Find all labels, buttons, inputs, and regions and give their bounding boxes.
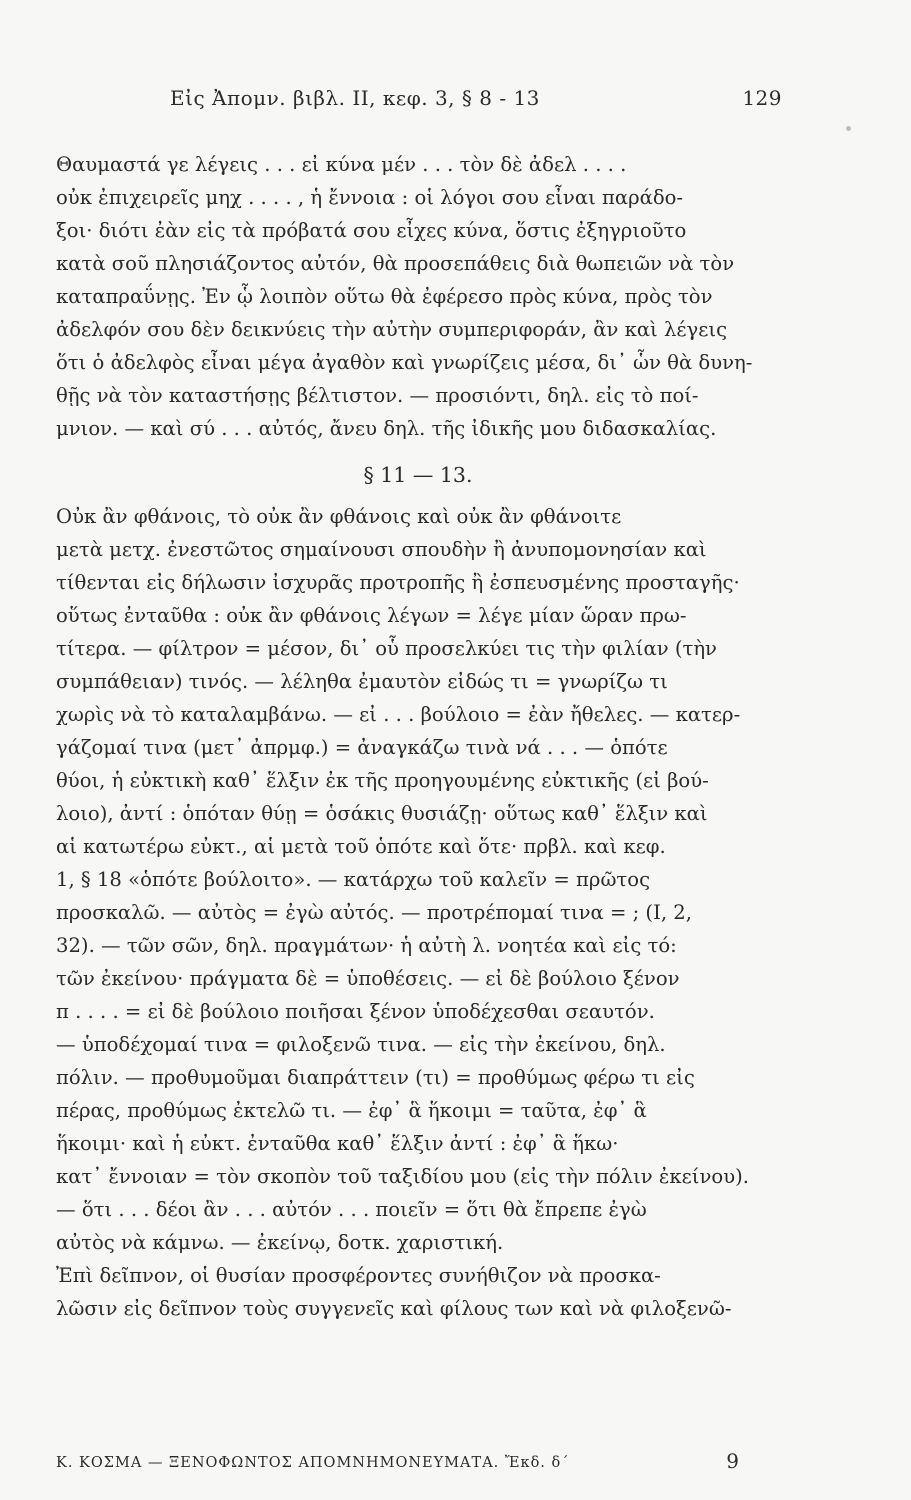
text-line: λῶσιν εἰς δεῖπνον τοὺς συγγενεῖς καὶ φίλους των καὶ νὰ φιλοξενῶ- (56, 1297, 732, 1320)
section-heading: § 11 — 13. (363, 463, 473, 487)
text-line: μνιον. — καὶ σύ . . . αὐτός, ἄνευ δηλ. τῆς ἰδικῆς μου διδασκαλίας. (56, 417, 717, 440)
text-line: προσκαλῶ. — αὐτὸς = ἐγὼ αὐτός. — προτρέπομαί τινα = ; (I, 2, (56, 901, 692, 924)
text-line: οὕτως ἐνταῦθα : οὐκ ἂν φθάνοις λέγων = λέγε μίαν ὥραν πρω- (56, 604, 687, 627)
text-line: Ἐπὶ δεῖπνον, οἱ θυσίαν προσφέροντες συνήθιζον νὰ προσκα- (56, 1264, 661, 1287)
text-line: 1, § 18 «ὁπότε βούλοιτο». — κατάρχω τοῦ καλεῖν = πρῶτος (56, 868, 651, 891)
text-line: Οὐκ ἂν φθάνοις, τὸ οὐκ ἂν φθάνοις καὶ οὐκ ἂν φθάνοιτε (56, 505, 622, 528)
text-line: — ὅτι . . . δέοι ἂν . . . αὐτόν . . . ποιεῖν = ὅτι θὰ ἔπρεπε ἐγὼ (56, 1198, 647, 1221)
text-line: — ὑποδέχομαί τινα = φιλοξενῶ τινα. — εἰς τὴν ἐκείνου, δηλ. (56, 1033, 666, 1056)
text-line: π . . . . = εἰ δὲ βούλοιο ποιῆσαι ξένον ὑποδέχεσθαι σεαυτόν. (56, 1000, 655, 1023)
text-line: αἱ κατωτέρω εὐκτ., αἱ μετὰ τοῦ ὁπότε καὶ ὅτε· πρβλ. καὶ κεφ. (56, 835, 666, 858)
text-line: ἥκοιμι· καὶ ἡ εὐκτ. ἐνταῦθα καθ᾽ ἕλξιν ἀντί : ἐφ᾽ ἃ ἥκω· (56, 1132, 619, 1155)
text-line: Θαυμαστά γε λέγεις . . . εἰ κύνα μέν . . . τὸν δὲ ἀδελ . . . . (56, 153, 627, 176)
text-line: συμπάθειαν) τινός. — λέληθα ἐμαυτὸν εἰδώς τι = γνωρίζω τι (56, 670, 668, 693)
text-line: θύοι, ἡ εὐκτικὴ καθ᾽ ἕλξιν ἐκ τῆς προηγουμένης εὐκτικῆς (εἰ βού- (56, 769, 709, 792)
text-line: τίτερα. — φίλτρον = μέσον, δι᾽ οὗ προσελκύει τις τὴν φιλίαν (τὴν (56, 637, 717, 660)
text-line: ἀδελφόν σου δὲν δεικνύεις τὴν αὐτὴν συμπεριφοράν, ἂν καὶ λέγεις (56, 318, 728, 341)
text-line: ξοι· διότι ἐὰν εἰς τὰ πρόβατά σου εἶχες κύνα, ὅστις ἐξηγριοῦτο (56, 219, 687, 242)
commentary-body (56, 148, 780, 1325)
running-head-title: Εἰς Ἀπομν. βιβλ. II, κεφ. 3, § 8 - 13 (170, 86, 540, 110)
text-line: ὅτι ὁ ἀδελφὸς εἶναι μέγα ἀγαθὸν καὶ γνωρίζεις μέσα, δι᾽ ὧν θὰ δυνη- (56, 351, 753, 374)
paragraph-2 (56, 500, 780, 1325)
text-line: χωρὶς νὰ τὸ καταλαμβάνω. — εἰ . . . βούλοιο = ἐὰν ἤθελες. — κατερ- (56, 703, 741, 726)
text-line: πόλιν. — προθυμοῦμαι διαπράττειν (τι) = προθύμως φέρω τι εἰς (56, 1066, 695, 1089)
text-line: τίθενται εἰς δήλωσιν ἰσχυρᾶς προτροπῆς ἢ ἐσπευσμένης προσταγῆς· (56, 571, 740, 594)
page-number: 129 (742, 86, 782, 110)
text-line: θῇς νὰ τὸν καταστήσῃς βέλτιστον. — προσιόντι, δηλ. εἰς τὸ ποί- (56, 384, 699, 407)
text-line: 32). — τῶν σῶν, δηλ. πραγμάτων· ἡ αὐτὴ λ. νοητέα καὶ εἰς τό: (56, 934, 677, 957)
text-line: λοιο), ἀντί : ὁπόταν θύῃ = ὁσάκις θυσιάζῃ· οὕτως καθ᾽ ἕλξιν καὶ (56, 802, 708, 825)
text-line: γάζομαί τινα (μετ᾽ ἀπρμφ.) = ἀναγκάζω τινὰ νά . . . — ὁπότε (56, 736, 668, 759)
running-head (170, 86, 782, 116)
signature-text: Κ. ΚΟΣΜΑ — ΞΕΝΟΦΩΝΤΟΣ ΑΠΟΜΝΗΜΟΝΕΥΜΑΤΑ. Ἔκδ. δ´ (56, 1455, 570, 1471)
text-line: αὐτὸς νὰ κάμνω. — ἐκείνῳ, δοτκ. χαριστική. (56, 1231, 504, 1254)
text-line: κατὰ σοῦ πλησιάζοντος αὐτόν, θὰ προσεπάθεις διὰ θωπειῶν νὰ τὸν (56, 252, 735, 275)
margin-dot (846, 126, 851, 131)
signature-number: 9 (726, 1449, 740, 1473)
text-line: καταπραΰνῃς. Ἐν ᾧ λοιπὸν οὕτω θὰ ἐφέρεσο πρὸς κύνα, πρὸς τὸν (56, 285, 713, 308)
paragraph-1 (56, 148, 780, 445)
text-line: οὐκ ἐπιχειρεῖς μηχ . . . . , ἡ ἔννοια : οἱ λόγοι σου εἶναι παράδο- (56, 186, 684, 209)
text-line: πέρας, προθύμως ἐκτελῶ τι. — ἐφ᾽ ἃ ἥκοιμι = ταῦτα, ἐφ᾽ ἃ (56, 1099, 647, 1122)
text-line: κατ᾽ ἔννοιαν = τὸν σκοπὸν τοῦ ταξιδίου μου (εἰς τὴν πόλιν ἐκείνου). (56, 1165, 749, 1188)
text-line: τῶν ἐκείνου· πράγματα δὲ = ὑποθέσεις. — εἰ δὲ βούλοιο ξένον (56, 967, 680, 990)
text-line: μετὰ μετχ. ἐνεστῶτος σημαίνουσι σπουδὴν ἢ ἀνυπομονησίαν καὶ (56, 538, 707, 561)
printer-signature (56, 1449, 780, 1483)
